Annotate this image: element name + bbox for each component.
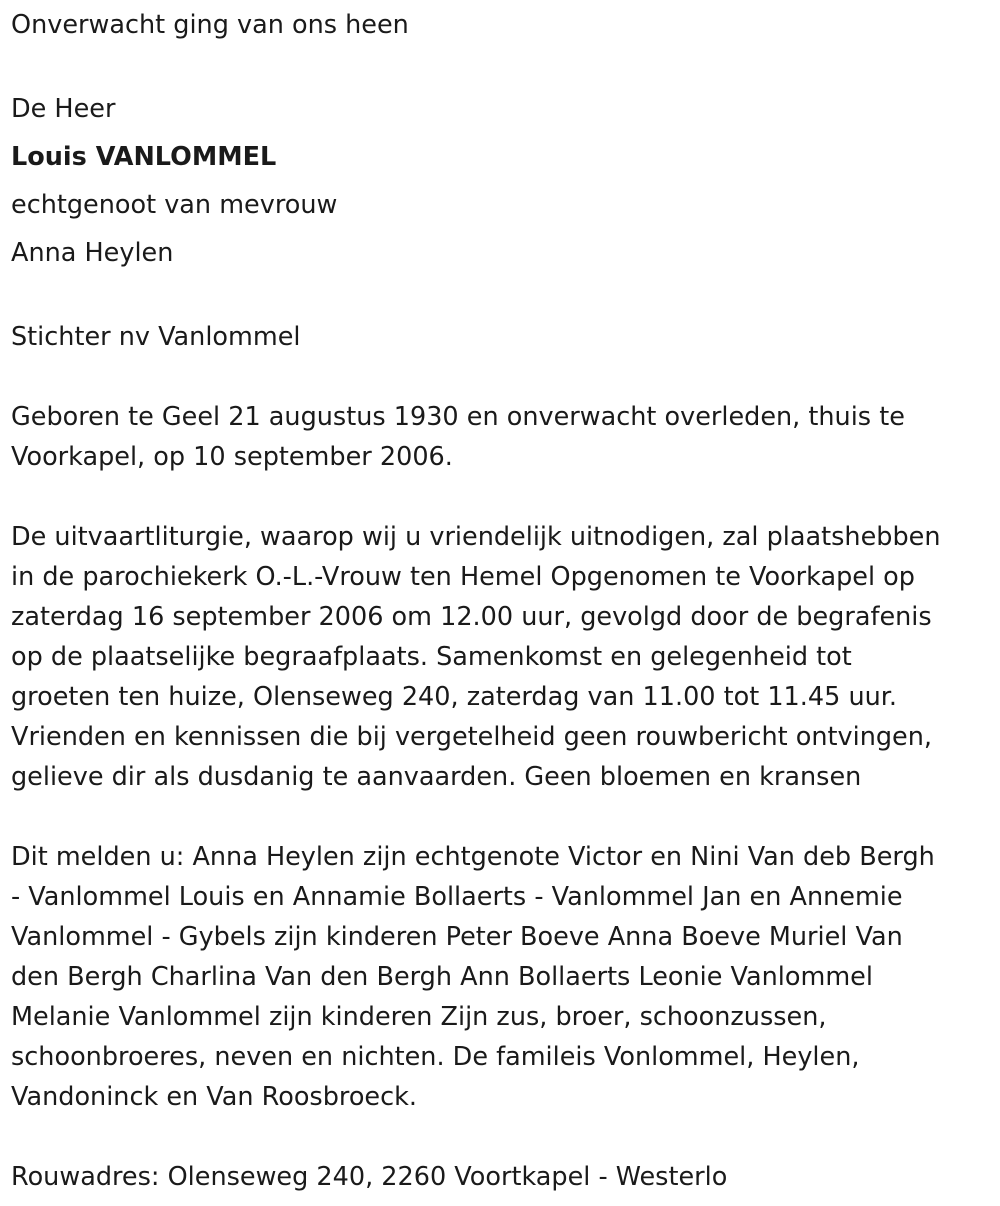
role-line: Stichter nv Vanlommel (11, 322, 301, 352)
spacer (11, 357, 986, 397)
paragraph-line: gelieve dir als dusdanig te aanvaarden. Geen bloemen en kransen (11, 762, 862, 792)
paragraph-line: Vandoninck en Van Roosbroeck. (11, 1082, 418, 1112)
spacer (11, 1117, 986, 1157)
funeral-paragraph (11, 517, 986, 797)
paragraph-line: - Vanlommel Louis en Annamie Bollaerts - Vanlommel Jan en Annemie (11, 882, 903, 912)
spacer (11, 797, 986, 837)
paragraph-line: op de plaatselijke begraafplaats. Samenkomst en gelegenheid tot (11, 642, 852, 672)
title-prefix: De Heer (11, 94, 116, 124)
intro-line: Onverwacht ging van ons heen (11, 10, 409, 40)
spacer (11, 277, 986, 317)
paragraph-line: Geboren te Geel 21 augustus 1930 en onverwacht overleden, thuis te (11, 402, 905, 432)
spacer (11, 45, 986, 85)
paragraph-line: De uitvaartliturgie, waarop wij u vriendelijk uitnodigen, zal plaatshebben (11, 522, 941, 552)
paragraph-line: Melanie Vanlommel zijn kinderen Zijn zus, broer, schoonzussen, (11, 1002, 827, 1032)
family-paragraph (11, 837, 986, 1117)
deceased-name: Louis VANLOMMEL (11, 142, 277, 172)
paragraph-line: Voorkapel, op 10 september 2006. (11, 442, 453, 472)
paragraph-line: den Bergh Charlina Van den Bergh Ann Bollaerts Leonie Vanlommel (11, 962, 873, 992)
paragraph-line: Vrienden en kennissen die bij vergetelheid geen rouwbericht ontvingen, (11, 722, 933, 752)
obituary-notice (11, 5, 986, 1197)
spouse-intro: echtgenoot van mevrouw (11, 190, 338, 220)
paragraph-line: zaterdag 16 september 2006 om 12.00 uur, gevolgd door de begrafenis (11, 602, 932, 632)
paragraph-line: schoonbroeres, neven en nichten. De famileis Vonlommel, Heylen, (11, 1042, 860, 1072)
birth-death-paragraph (11, 397, 986, 477)
spouse-name: Anna Heylen (11, 238, 174, 268)
paragraph-line: Dit melden u: Anna Heylen zijn echtgenote Victor en Nini Van deb Bergh (11, 842, 935, 872)
spacer (11, 477, 986, 517)
paragraph-line: Vanlommel - Gybels zijn kinderen Peter Boeve Anna Boeve Muriel Van (11, 922, 903, 952)
paragraph-line: groeten ten huize, Olenseweg 240, zaterdag van 11.00 tot 11.45 uur. (11, 682, 898, 712)
mourning-address: Rouwadres: Olenseweg 240, 2260 Voortkapel - Westerlo (11, 1162, 728, 1192)
paragraph-line: in de parochiekerk O.-L.-Vrouw ten Hemel Opgenomen te Voorkapel op (11, 562, 915, 592)
